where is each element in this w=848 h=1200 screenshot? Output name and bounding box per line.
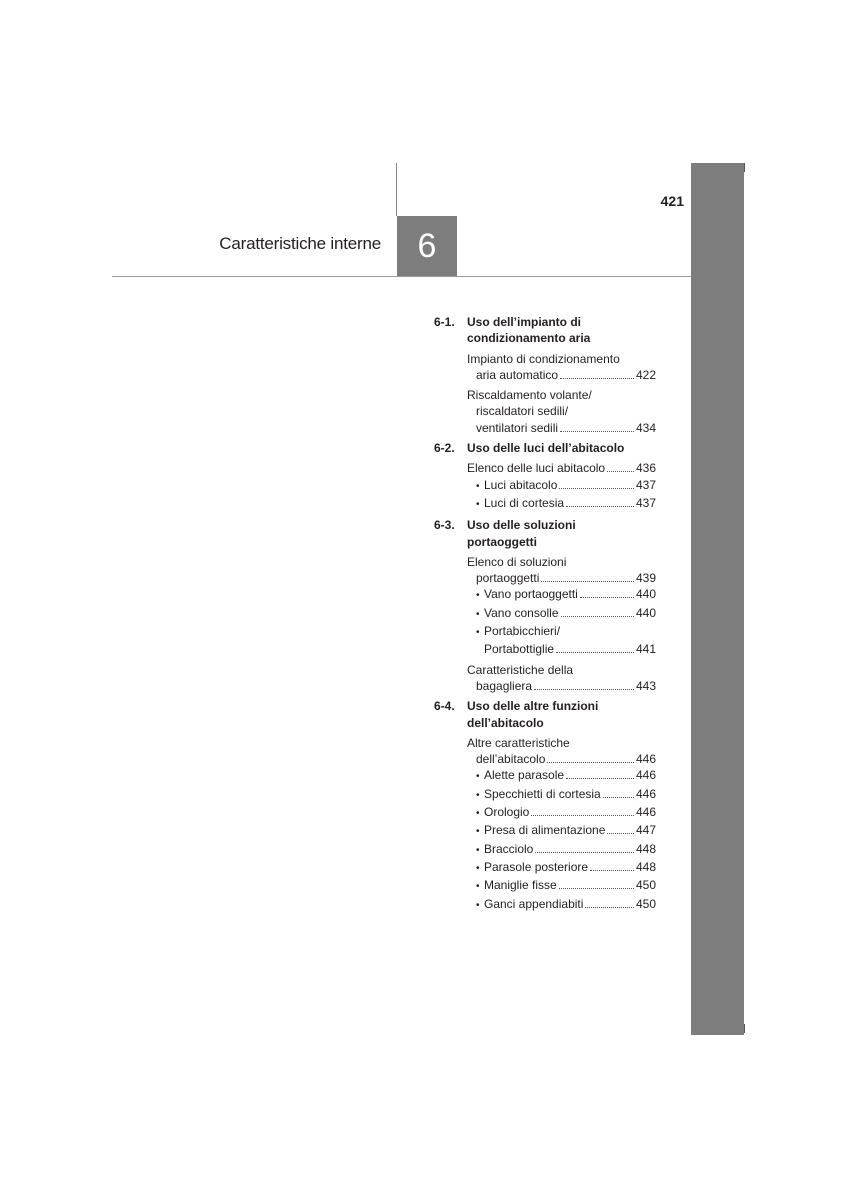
page-ref: 439 bbox=[635, 571, 656, 586]
section-title bbox=[467, 314, 590, 347]
dot-leader bbox=[566, 778, 634, 779]
toc-subentry[interactable] bbox=[467, 822, 656, 840]
entry-text: Elenco delle luci abitacolo bbox=[467, 461, 606, 476]
dot-leader bbox=[534, 689, 634, 690]
entry-text: Orologio bbox=[484, 805, 530, 820]
toc-section-6-1 bbox=[434, 314, 656, 347]
page-ref: 422 bbox=[635, 367, 656, 382]
page-ref: 447 bbox=[635, 823, 656, 838]
section-title bbox=[467, 698, 598, 731]
entry-text: Presa di alimentazione bbox=[484, 823, 606, 838]
entry-text: Portabottiglie bbox=[484, 642, 555, 657]
page-ref: 446 bbox=[635, 786, 656, 801]
dot-leader bbox=[590, 870, 634, 871]
chapter-title: Caratteristiche interne bbox=[219, 234, 381, 253]
header-vertical-rule bbox=[396, 163, 397, 216]
dot-leader bbox=[560, 378, 634, 379]
bullet-icon: • bbox=[476, 844, 480, 856]
toc-subentry[interactable] bbox=[467, 767, 656, 785]
page-ref: 448 bbox=[635, 841, 656, 856]
bullet-icon: • bbox=[476, 862, 480, 874]
toc-subentry[interactable] bbox=[467, 877, 656, 895]
toc-subentry[interactable] bbox=[467, 605, 656, 623]
toc-entry[interactable] bbox=[467, 460, 656, 513]
section-title: Uso delle luci dell’abitacolo bbox=[467, 441, 625, 456]
entry-text: bagagliera bbox=[476, 678, 533, 693]
page-ref: 437 bbox=[635, 495, 656, 510]
dot-leader bbox=[580, 597, 634, 598]
bullet-icon: • bbox=[476, 881, 480, 893]
entry-text: Caratteristiche della bbox=[467, 662, 574, 677]
section-title bbox=[467, 517, 576, 550]
toc-subentry[interactable] bbox=[467, 841, 656, 859]
entry-text: Bracciolo bbox=[484, 841, 534, 856]
entry-text: ventilatori sedili bbox=[476, 420, 559, 435]
section-number: 6-4. bbox=[434, 699, 455, 714]
crop-mark-top bbox=[744, 163, 745, 172]
toc-section-6-4 bbox=[434, 698, 656, 731]
page-number: 421 bbox=[660, 193, 684, 209]
toc-entry[interactable] bbox=[467, 554, 656, 658]
bullet-icon: • bbox=[476, 498, 480, 510]
entry-text: Luci di cortesia bbox=[484, 495, 565, 510]
crop-mark-bottom bbox=[744, 1024, 745, 1033]
entry-text: Portabicchieri/ bbox=[484, 624, 561, 639]
dot-leader bbox=[559, 488, 634, 489]
entry-text: dell’abitacolo bbox=[476, 752, 546, 767]
entry-text: Riscaldamento volante/ bbox=[467, 388, 592, 403]
entry-text: aria automatico bbox=[476, 367, 559, 382]
bullet-icon: • bbox=[476, 899, 480, 911]
section-number: 6-3. bbox=[434, 518, 455, 533]
toc-section-6-2 bbox=[434, 440, 656, 456]
dot-leader bbox=[541, 581, 634, 582]
dot-leader bbox=[559, 888, 634, 889]
section-title-line: Uso delle soluzioni bbox=[467, 518, 576, 533]
dot-leader bbox=[607, 833, 634, 834]
toc-entry[interactable] bbox=[467, 735, 656, 914]
page-ref: 434 bbox=[635, 420, 656, 435]
page-ref: 450 bbox=[635, 878, 656, 893]
toc-subentry[interactable] bbox=[467, 804, 656, 822]
dot-leader bbox=[556, 652, 634, 653]
entry-text: Impianto di condizionamento bbox=[467, 351, 620, 366]
dot-leader bbox=[535, 852, 634, 853]
toc-entry[interactable] bbox=[467, 387, 656, 436]
section-title-line: portaoggetti bbox=[467, 534, 537, 549]
dot-leader bbox=[585, 907, 634, 908]
entry-text: Elenco di soluzioni bbox=[467, 554, 567, 569]
entry-text: Ganci appendiabiti bbox=[484, 896, 584, 911]
page-ref: 446 bbox=[635, 768, 656, 783]
bullet-icon: • bbox=[476, 789, 480, 801]
entry-text: Vano portaoggetti bbox=[484, 587, 578, 602]
entry-text: riscaldatori sedili/ bbox=[476, 404, 569, 419]
toc-subentry[interactable] bbox=[467, 786, 656, 804]
bullet-icon: • bbox=[476, 590, 480, 602]
dot-leader bbox=[561, 616, 634, 617]
entry-text: Maniglie fisse bbox=[484, 878, 557, 893]
bullet-icon: • bbox=[476, 480, 480, 492]
section-title-line: condizionamento aria bbox=[467, 331, 591, 346]
entry-text: Alette parasole bbox=[484, 768, 565, 783]
toc-subentry[interactable] bbox=[467, 586, 656, 604]
page-ref: 437 bbox=[635, 477, 656, 492]
entry-text: Luci abitacolo bbox=[484, 477, 558, 492]
toc-entry[interactable] bbox=[467, 351, 656, 384]
entry-text: Specchietti di cortesia bbox=[484, 786, 601, 801]
dot-leader bbox=[607, 471, 634, 472]
page-ref: 440 bbox=[635, 605, 656, 620]
section-title-line: Uso delle altre funzioni bbox=[467, 699, 599, 714]
dot-leader bbox=[560, 431, 634, 432]
toc-subentry[interactable] bbox=[467, 495, 656, 513]
bullet-icon: • bbox=[476, 771, 480, 783]
page-ref: 441 bbox=[635, 642, 656, 657]
chapter-number-box: 6 bbox=[397, 216, 457, 276]
section-number: 6-2. bbox=[434, 441, 455, 456]
entry-text: Parasole posteriore bbox=[484, 859, 589, 874]
entry-text: Vano consolle bbox=[484, 605, 559, 620]
dot-leader bbox=[531, 815, 634, 816]
entry-text: portaoggetti bbox=[476, 571, 540, 586]
section-title-line: dell’abitacolo bbox=[467, 715, 544, 730]
toc-subentry[interactable] bbox=[467, 896, 656, 914]
page-ref: 436 bbox=[635, 461, 656, 476]
entry-text: Altre caratteristiche bbox=[467, 735, 570, 750]
dot-leader bbox=[603, 797, 634, 798]
bullet-icon: • bbox=[476, 826, 480, 838]
header-horizontal-rule bbox=[112, 276, 692, 277]
page-ref: 450 bbox=[635, 896, 656, 911]
table-of-contents bbox=[434, 314, 656, 918]
toc-section-6-3 bbox=[434, 517, 656, 550]
section-number: 6-1. bbox=[434, 315, 455, 329]
toc-entry[interactable] bbox=[467, 662, 656, 695]
page-ref: 446 bbox=[635, 752, 656, 767]
page-ref: 443 bbox=[635, 678, 656, 693]
dot-leader bbox=[547, 762, 634, 763]
page-ref: 446 bbox=[635, 805, 656, 820]
toc-subentry[interactable] bbox=[467, 477, 656, 495]
chapter-side-tab bbox=[691, 163, 744, 1035]
section-title-line: Uso dell’impianto di bbox=[467, 315, 582, 329]
dot-leader bbox=[566, 506, 634, 507]
bullet-icon: • bbox=[476, 627, 480, 639]
bullet-icon: • bbox=[476, 808, 480, 820]
bullet-icon: • bbox=[476, 608, 480, 620]
page-ref: 440 bbox=[635, 587, 656, 602]
toc-subentry[interactable] bbox=[467, 623, 656, 641]
toc-subentry[interactable] bbox=[467, 859, 656, 877]
page-ref: 448 bbox=[635, 859, 656, 874]
